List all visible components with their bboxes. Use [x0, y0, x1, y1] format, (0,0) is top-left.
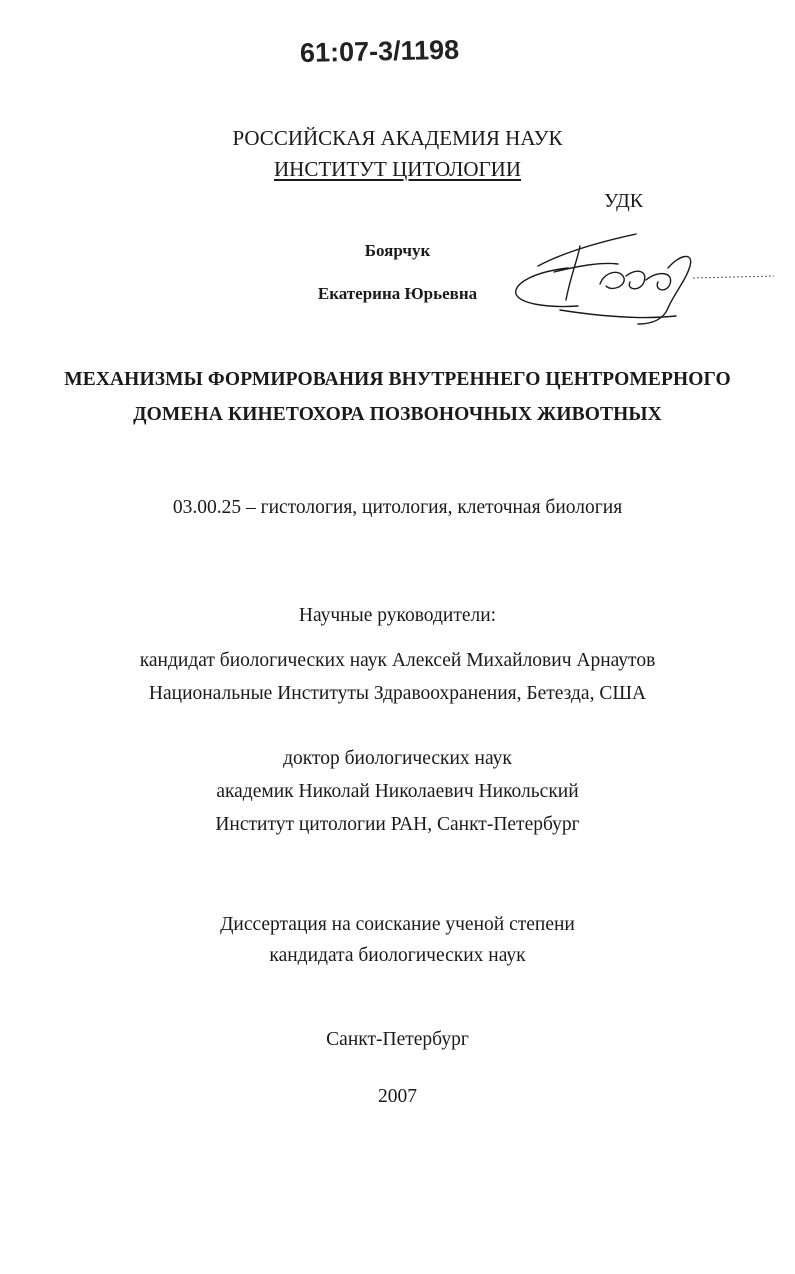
author-given-names: Екатерина Юрьевна [317, 284, 478, 303]
city: Санкт-Петербург [326, 1029, 469, 1050]
supervisor-2-name: академик Николай Николаевич Никольский [216, 781, 579, 802]
supervisor-2-degree: доктор биологических наук [283, 748, 512, 769]
year: 2007 [378, 1086, 417, 1107]
degree-line-2: кандидата биологических наук [269, 945, 526, 966]
supervisor-2-affiliation: Институт цитологии РАН, Санкт-Петербург [215, 814, 580, 835]
supervisor-1-affiliation: Национальные Институты Здравоохранения, Бетезда, США [148, 683, 647, 704]
author-surname: Боярчук [364, 241, 431, 260]
thesis-title-line-1: МЕХАНИЗМЫ ФОРМИРОВАНИЯ ВНУТРЕННЕГО ЦЕНТРОМЕРНОГО [64, 369, 731, 390]
institute-name-text: ИНСТИТУТ ЦИТОЛОГИИ [274, 157, 521, 181]
udk-label: УДК [604, 190, 644, 212]
signature-icon [508, 228, 778, 328]
archive-stamp-number: 61:07-3/1198 [299, 34, 460, 68]
degree-line-1: Диссертация на соискание ученой степени [220, 914, 575, 935]
thesis-title-line-2: ДОМЕНА КИНЕТОХОРА ПОЗВОНОЧНЫХ ЖИВОТНЫХ [133, 404, 662, 425]
institute-name [0, 157, 795, 182]
supervisors-heading: Научные руководители: [298, 605, 497, 626]
specialty-code: 03.00.25 – гистология, цитология, клеточная биология [172, 497, 623, 518]
supervisor-1-name: кандидат биологических наук Алексей Михайлович Арнаутов [139, 650, 656, 671]
academy-name: РОССИЙСКАЯ АКАДЕМИЯ НАУК [232, 126, 563, 150]
